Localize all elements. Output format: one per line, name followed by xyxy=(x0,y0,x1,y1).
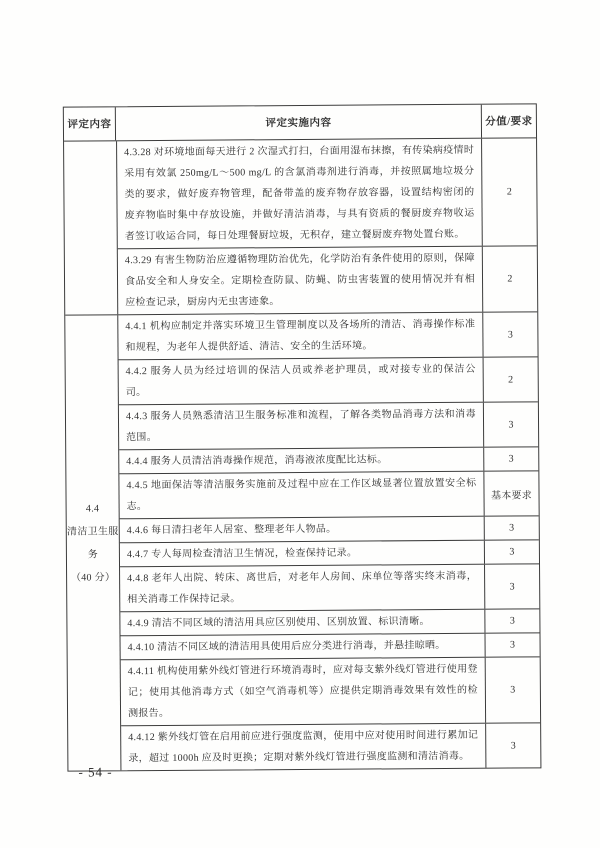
table-row xyxy=(117,138,537,248)
table-row xyxy=(119,446,538,473)
criteria-content-cell: 4.3.29 有害生物防治应遵循物理防治优先，化学防治有条件使用的原则，保障食品安全和人身安全。定期检查防鼠、防蝇、防虫害装置的使用情况并有相应检查记录，厨房内无虫害迹象。 xyxy=(118,247,483,315)
score-cell: 3 xyxy=(510,740,516,752)
group-rows xyxy=(117,138,537,314)
evaluation-table xyxy=(63,103,542,771)
header-score-column: 分值/要求 xyxy=(485,116,533,128)
header-implementation-column: 评定实施内容 xyxy=(116,105,482,141)
table-header-row xyxy=(64,104,536,141)
criteria-content-cell: 4.4.4 服务人员清洁消毒操作规范，消毒液浓度配比达标。 xyxy=(119,448,484,474)
table-row xyxy=(120,632,539,659)
header-criteria-column: 评定内容 xyxy=(64,107,116,140)
table-row xyxy=(119,470,538,518)
page-number: - 54 - xyxy=(78,764,113,780)
score-cell: 2 xyxy=(506,186,513,198)
table-row xyxy=(118,312,537,359)
criteria-content-cell: 4.4.1 机构应制定并落实环境卫生管理制度以及各场所的清洁、消毒操作标准和规程，为老年人提供舒适、清洁、安全的生活环境。 xyxy=(118,313,483,360)
group-rows xyxy=(118,312,540,770)
table-row xyxy=(119,356,538,404)
table-row xyxy=(119,401,538,449)
criteria-content-cell: 4.4.2 服务人员为经过培训的保洁人员或养老护理员，或对接专业的保洁公司。 xyxy=(119,358,484,405)
criteria-content-cell: 4.4.11 机构使用紫外线灯管进行环境消毒时，应对每支紫外线灯管进行使用登记；使用其他消毒方式（如空气消毒机等）应提供定期消毒效果有效性的检测报告。 xyxy=(121,658,486,726)
score-cell: 2 xyxy=(507,273,513,285)
criteria-content-cell: 4.4.3 服务人员熟悉清洁卫生服务标准和流程，了解各类物品消毒方法和消毒范围。 xyxy=(119,403,484,450)
table-row xyxy=(120,539,539,566)
score-cell: 基本要求 xyxy=(491,489,532,502)
table-group xyxy=(65,311,540,770)
category-label-line: （40 分） xyxy=(70,571,116,584)
score-cell: 3 xyxy=(509,581,515,593)
category-label-line: 务 xyxy=(87,548,99,560)
criteria-content-cell: 4.4.5 地面保洁等清洁服务实施前及过程中应在工作区域显著位置放置安全标志。 xyxy=(119,472,484,519)
table-row xyxy=(120,608,539,635)
score-cell: 3 xyxy=(509,522,515,534)
category-label-cell xyxy=(64,141,118,314)
score-cell: 3 xyxy=(508,419,514,431)
criteria-content-cell: 4.4.9 清洁不同区域的清洁用具应区别使用、区别放置、标识清晰。 xyxy=(120,610,485,636)
table-row xyxy=(121,722,540,770)
table-row xyxy=(120,515,539,542)
criteria-content-cell: 4.3.28 对环境地面每天进行 2 次湿式打扫，台面用湿布抹擦，有传染病疫情时采用有效氯 250mg/L～500 mg/L 的含氯消毒剂进行消毒，并按照属地垃圾分类的要求，做好废弃物管理，配备带盖的废弃物存放容器，设置结构密闭的废弃物临时集中存放设施，并做好清洁消毒，与具有资质的餐厨废弃物收运者签订收运合同，每日处理餐厨垃圾，无积存，建立餐厨废弃物处置台账。 xyxy=(117,139,483,249)
score-cell: 3 xyxy=(509,639,516,651)
table-body xyxy=(64,138,540,770)
table-row xyxy=(118,245,537,314)
score-cell: 3 xyxy=(510,684,516,696)
criteria-content-cell: 4.4.8 老年人出院、转床、离世后，对老年人房间、床单位等落实终末消毒，相关消毒工作保持记录。 xyxy=(120,565,485,612)
score-cell: 3 xyxy=(509,546,515,558)
criteria-content-cell: 4.4.6 每日清扫老年人居室、整理老年人物品。 xyxy=(120,517,485,543)
category-label-line: 4.4 xyxy=(85,502,100,514)
table-group xyxy=(64,138,537,314)
category-label-line: 清洁卫生服 xyxy=(66,525,119,538)
score-cell: 3 xyxy=(509,615,516,627)
table-row xyxy=(120,563,539,611)
category-label-cell xyxy=(65,315,121,770)
criteria-content-cell: 4.4.10 清洁不同区域的清洁用具使用后应分类进行消毒，并悬挂晾晒。 xyxy=(121,634,486,660)
table-row xyxy=(121,656,540,725)
score-cell: 2 xyxy=(508,374,514,386)
criteria-content-cell: 4.4.7 专人每周检查清洁卫生情况，检查保持记录。 xyxy=(120,541,485,567)
criteria-content-cell: 4.4.12 紫外线灯管在启用前应进行强度监测，使用中应对使用时间进行累加记录，超过 1000h 应及时更换；定期对紫外线灯管进行强度监测和清洁消毒。 xyxy=(121,724,486,771)
score-cell: 3 xyxy=(508,453,514,465)
score-cell: 3 xyxy=(507,329,514,341)
